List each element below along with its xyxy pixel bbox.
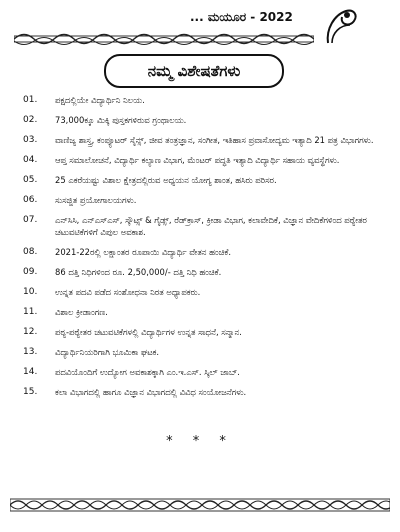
list-item-text: ಪದವಿಯೊಂದಿಗೆ ಉದ್ಯೋಗ ಅವಕಾಶಕ್ಕಾಗಿ ಎಂ.ಇ.ಎಸ್. ಸ್ಕಿಲ್ ಜಾಬ್. bbox=[55, 367, 240, 377]
list-item-number: 03. bbox=[23, 135, 38, 145]
list-item-text: ಎನ್‌ಸಿಸಿ, ಎನ್‌ಎಸ್‌ಎಸ್, ಸ್ಕೌಟ್ಸ್ & ಗೈಡ್ಸ್, ರೆಡ್‌ಕ್ರಾಸ್, ಕ್ರೀಡಾ ವಿಭಾಗ, ಕಲಾವೇದಿಕೆ, ವಿಜ್ಞಾನ ವೇದಿಕೆಗಳಿಂದ ಪಠ್ಯೇತರ ಚಟುವಟಿಕೆಗಳಿಗೆ ವಿಪುಲ ಅವಕಾಶ. bbox=[55, 215, 367, 237]
list-item bbox=[23, 194, 383, 206]
list-item-number: 06. bbox=[23, 195, 38, 205]
list-item bbox=[23, 306, 383, 318]
list-item-number: 13. bbox=[23, 347, 38, 357]
list-item-text: ಆಪ್ತ ಸಮಾಲೋಚನೆ, ವಿದ್ಯಾರ್ಥಿ ಕಲ್ಯಾಣ ವಿಭಾಗ, ಮೆಂಟರ್ ಪದ್ಧತಿ ಇತ್ಯಾದಿ ವಿದ್ಯಾರ್ಥಿ ಸಹಾಯ ವ್ಯವಸ್ಥೆಗಳು. bbox=[55, 155, 340, 165]
list-item-text: 73,000ಕ್ಕೂ ಮಿಕ್ಕಿ ಪುಸ್ತಕಗಳಿರುವ ಗ್ರಂಥಾಲಯ. bbox=[55, 115, 187, 125]
list-item-text: 2021-22ರಲ್ಲಿ ಲಕ್ಷಾಂತರ ರೂಪಾಯಿ ವಿದ್ಯಾರ್ಥಿ ವೇತನ ಹಂಚಿಕೆ. bbox=[55, 247, 231, 257]
list-item-text: 25 ಎಕರೆಯಷ್ಟು ವಿಶಾಲ ಕ್ಷೇತ್ರದಲ್ಲಿರುವ ಅಧ್ಯಯನ ಯೋಗ್ಯ ಶಾಂತ, ಹಸಿರು ಪರಿಸರ. bbox=[55, 175, 277, 185]
section-end-stars: * * * bbox=[166, 434, 234, 449]
list-item bbox=[23, 94, 383, 106]
features-list bbox=[23, 94, 383, 406]
list-item bbox=[23, 154, 383, 166]
list-item-number: 12. bbox=[23, 327, 38, 337]
list-item-text: ಕಲಾ ವಿಭಾಗದಲ್ಲಿ ಹಾಗೂ ವಿಜ್ಞಾನ ವಿಭಾಗದಲ್ಲಿ ವಿವಿಧ ಸಂಯೋಜನೆಗಳು. bbox=[55, 387, 247, 397]
list-item bbox=[23, 366, 383, 378]
list-item-text: 86 ದತ್ತಿ ನಿಧಿಗಳಿಂದ ರೂ. 2,50,000/- ದತ್ತಿ ನಿಧಿ ಹಂಚಿಕೆ. bbox=[55, 267, 222, 277]
list-item-number: 11. bbox=[23, 307, 38, 317]
list-item bbox=[23, 346, 383, 358]
list-item-number: 15. bbox=[23, 387, 38, 397]
peacock-ornament-icon bbox=[320, 5, 360, 47]
list-item bbox=[23, 134, 383, 146]
list-item bbox=[23, 326, 383, 338]
list-item-number: 10. bbox=[23, 287, 38, 297]
list-item-text: ವಿದ್ಯಾರ್ಥಿನಿಯರಿಗಾಗಿ ಭೂಮಿಕಾ ಘಟಕ. bbox=[55, 347, 160, 357]
list-item bbox=[23, 266, 383, 278]
list-item-number: 04. bbox=[23, 155, 38, 165]
bottom-decorative-border bbox=[10, 491, 390, 519]
list-item-number: 08. bbox=[23, 247, 38, 257]
page-title-text: ನಮ್ಮ ವಿಶೇಷತೆಗಳು bbox=[147, 62, 241, 80]
list-item-text: ವಾಣಿಜ್ಯ ಶಾಸ್ತ್ರ, ಕಂಪ್ಯೂಟರ್ ಸೈನ್ಸ್, ಜೀವ ತಂತ್ರಜ್ಞಾನ, ಸಂಗೀತ, ಇತಿಹಾಸ ಪ್ರವಾಸೋದ್ಯಮ ಇತ್ಯಾದಿ 21 ಪತ್ರ ವಿಭಾಗಗಳು. bbox=[55, 135, 374, 145]
list-item-number: 07. bbox=[23, 215, 38, 225]
list-item-text: ಪಕ್ಷದಲ್ಲಿಯೇ ವಿದ್ಯಾರ್ಥಿನಿ ನಿಲಯ. bbox=[55, 95, 145, 105]
list-item bbox=[23, 246, 383, 258]
list-item bbox=[23, 114, 383, 126]
list-item bbox=[23, 174, 383, 186]
page-title bbox=[104, 54, 284, 88]
list-item bbox=[23, 286, 383, 298]
list-item-text: ವಿಶಾಲ ಕ್ರೀಡಾಂಗಣ. bbox=[55, 307, 108, 317]
list-item bbox=[23, 386, 383, 398]
list-item bbox=[23, 214, 383, 238]
list-item-text: ಪಠ್ಯ-ಪಠ್ಯೇತರ ಚಟುವಟಿಕೆಗಳಲ್ಲಿ ವಿದ್ಯಾರ್ಥಿಗಳ ಉನ್ನತ ಸಾಧನೆ, ಸನ್ಮಾನ. bbox=[55, 327, 242, 337]
list-item-number: 09. bbox=[23, 267, 38, 277]
list-item-number: 14. bbox=[23, 367, 38, 377]
list-item-number: 01. bbox=[23, 95, 38, 105]
list-item-text: ಸುಸಜ್ಜಿತ ಪ್ರಯೋಗಾಲಯಗಳು. bbox=[55, 195, 137, 205]
list-item-number: 02. bbox=[23, 115, 38, 125]
list-item-number: 05. bbox=[23, 175, 38, 185]
header-text: ... ಮಯೂರ - 2022 bbox=[190, 10, 293, 24]
list-item-text: ಉನ್ನತ ಪದವಿ ಪಡೆದ ಸಂಶೋಧನಾ ನಿರತ ಅಧ್ಯಾಪಕರು. bbox=[55, 287, 201, 297]
